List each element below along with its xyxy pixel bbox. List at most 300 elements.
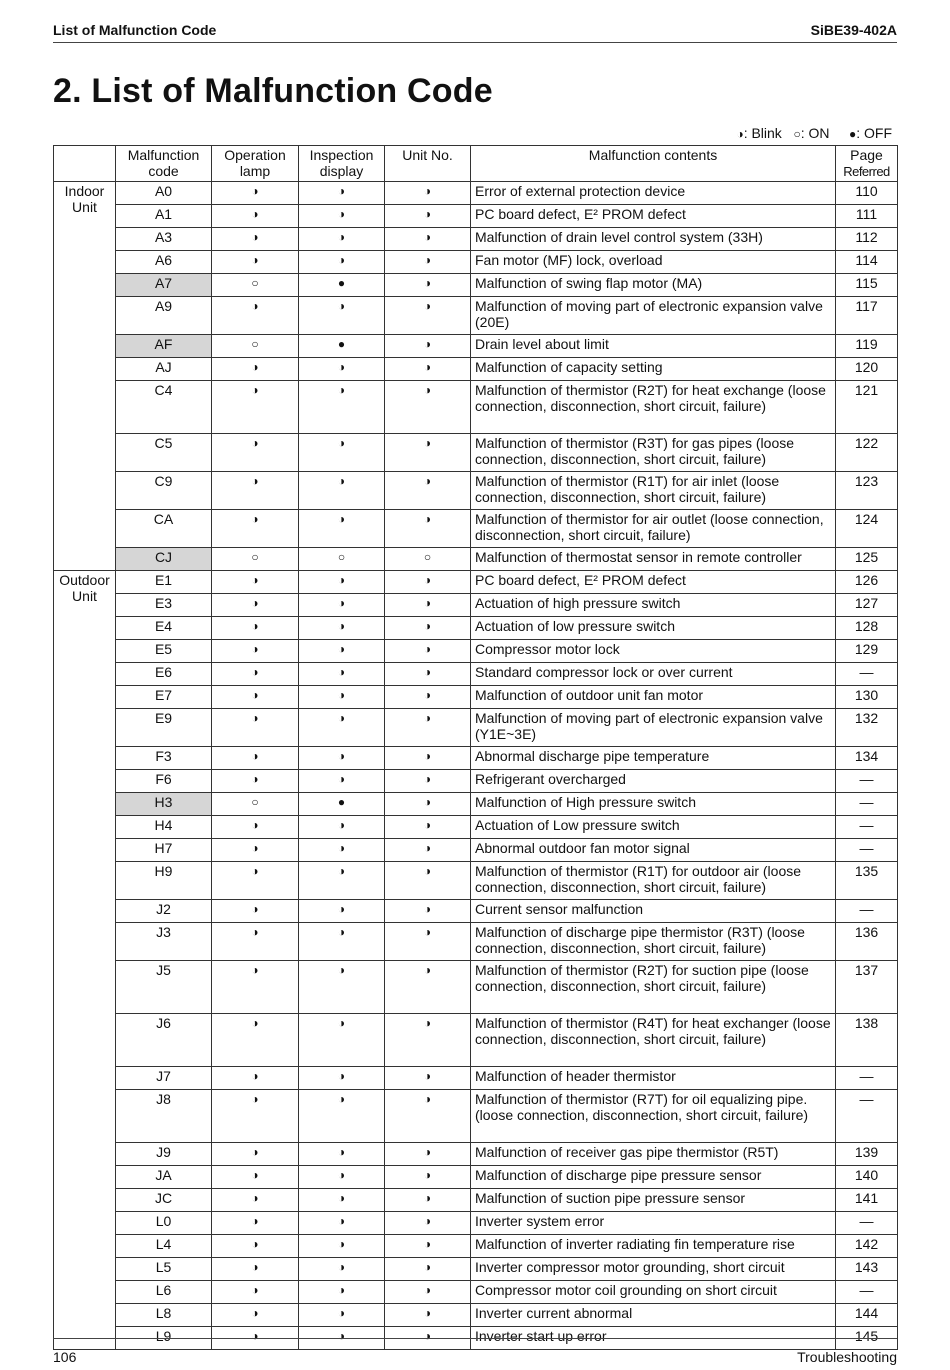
malfunction-code-cell: J7 — [116, 1067, 212, 1090]
malfunction-code-cell: A1 — [116, 205, 212, 228]
operation-lamp-cell: ◑ — [212, 1212, 299, 1235]
inspection-display-cell: ◑ — [299, 839, 385, 862]
page-referred-cell: 139 — [836, 1143, 898, 1166]
unit-no-cell: ◑ — [385, 640, 471, 663]
inspection-display-cell: ◑ — [299, 900, 385, 923]
operation-lamp-cell: ◑ — [212, 686, 299, 709]
page-title: 2. List of Malfunction Code — [53, 72, 493, 110]
table-row — [54, 793, 898, 816]
inspection-display-cell: ◑ — [299, 1189, 385, 1212]
unit-no-cell: ◑ — [385, 274, 471, 297]
unit-no-cell: ◑ — [385, 1067, 471, 1090]
malfunction-contents-cell: Malfunction of header thermistor — [471, 1067, 836, 1090]
operation-lamp-cell: ◑ — [212, 1067, 299, 1090]
malfunction-contents-cell: Malfunction of High pressure switch — [471, 793, 836, 816]
page-referred-cell: — — [836, 1090, 898, 1143]
malfunction-contents-cell: Malfunction of thermistor (R2T) for suction pipe (loose connection, disconnection, short circuit, failure) — [471, 961, 836, 1014]
malfunction-contents-cell: Malfunction of thermistor (R7T) for oil equalizing pipe. (loose connection, disconnection, short circuit, failure) — [471, 1090, 836, 1143]
table-row — [54, 251, 898, 274]
malfunction-contents-cell: Malfunction of drain level control system (33H) — [471, 228, 836, 251]
unit-no-cell: ◑ — [385, 251, 471, 274]
malfunction-contents-cell: Malfunction of discharge pipe pressure sensor — [471, 1166, 836, 1189]
unit-no-cell: ◑ — [385, 381, 471, 434]
operation-lamp-cell: ◑ — [212, 709, 299, 747]
page-referred-cell: 142 — [836, 1235, 898, 1258]
inspection-display-cell: ● — [299, 335, 385, 358]
operation-lamp-cell: ◑ — [212, 640, 299, 663]
inspection-display-cell: ◑ — [299, 1212, 385, 1235]
page-referred-cell: 145 — [836, 1327, 898, 1350]
malfunction-contents-cell: Inverter system error — [471, 1212, 836, 1235]
page-referred-cell: — — [836, 900, 898, 923]
operation-lamp-cell: ◑ — [212, 1327, 299, 1350]
table-row — [54, 1189, 898, 1212]
table-body — [54, 182, 898, 1350]
malfunction-code-cell: E7 — [116, 686, 212, 709]
table-row — [54, 510, 898, 548]
unit-no-cell: ◑ — [385, 923, 471, 961]
table-row — [54, 1166, 898, 1189]
unit-no-cell: ◑ — [385, 709, 471, 747]
inspection-display-cell: ◑ — [299, 1014, 385, 1067]
operation-lamp-cell: ◑ — [212, 205, 299, 228]
page-referred-cell: 123 — [836, 472, 898, 510]
malfunction-code-cell: E4 — [116, 617, 212, 640]
table-header-row — [54, 146, 898, 182]
unit-no-cell: ◑ — [385, 839, 471, 862]
inspection-display-cell: ◑ — [299, 434, 385, 472]
inspection-display-cell: ◑ — [299, 1281, 385, 1304]
malfunction-code-cell: H7 — [116, 839, 212, 862]
unit-no-cell: ◑ — [385, 594, 471, 617]
malfunction-contents-cell: Malfunction of thermostat sensor in remote controller — [471, 548, 836, 571]
table-row — [54, 381, 898, 434]
table-row — [54, 1235, 898, 1258]
table-row — [54, 1281, 898, 1304]
inspection-display-cell: ◑ — [299, 228, 385, 251]
malfunction-contents-cell: Malfunction of swing flap motor (MA) — [471, 274, 836, 297]
footer-section: Troubleshooting — [797, 1349, 897, 1365]
malfunction-contents-cell: Malfunction of suction pipe pressure sensor — [471, 1189, 836, 1212]
operation-lamp-cell: ◑ — [212, 1090, 299, 1143]
operation-lamp-cell: ◑ — [212, 1281, 299, 1304]
page-header — [53, 22, 897, 43]
operation-lamp-cell: ◑ — [212, 1014, 299, 1067]
malfunction-contents-cell: Refrigerant overcharged — [471, 770, 836, 793]
page-referred-cell: 122 — [836, 434, 898, 472]
operation-lamp-cell: ◑ — [212, 594, 299, 617]
malfunction-code-cell: AJ — [116, 358, 212, 381]
operation-lamp-cell: ◑ — [212, 381, 299, 434]
inspection-display-cell: ◑ — [299, 747, 385, 770]
page-referred-cell: 134 — [836, 747, 898, 770]
table-row — [54, 839, 898, 862]
page-referred-cell: — — [836, 663, 898, 686]
page-referred-cell: 125 — [836, 548, 898, 571]
unit-no-cell: ◑ — [385, 510, 471, 548]
operation-lamp-cell: ◑ — [212, 770, 299, 793]
inspection-display-cell: ◑ — [299, 1258, 385, 1281]
operation-lamp-cell: ◑ — [212, 961, 299, 1014]
inspection-display-cell: ◑ — [299, 686, 385, 709]
unit-no-cell: ◑ — [385, 571, 471, 594]
table-row — [54, 335, 898, 358]
operation-lamp-cell: ◑ — [212, 1166, 299, 1189]
on-symbol-icon: ○ — [793, 127, 801, 141]
malfunction-code-cell: C4 — [116, 381, 212, 434]
malfunction-code-cell: A3 — [116, 228, 212, 251]
operation-lamp-cell: ◑ — [212, 862, 299, 900]
page-referred-cell: 121 — [836, 381, 898, 434]
table-row — [54, 686, 898, 709]
operation-lamp-cell: ◑ — [212, 923, 299, 961]
operation-lamp-cell: ◑ — [212, 182, 299, 205]
malfunction-contents-cell: Malfunction of thermistor (R1T) for air inlet (loose connection, disconnection, short circuit, failure) — [471, 472, 836, 510]
table-row — [54, 663, 898, 686]
page-referred-cell: 132 — [836, 709, 898, 747]
malfunction-code-cell: E9 — [116, 709, 212, 747]
operation-lamp-cell: ◑ — [212, 1189, 299, 1212]
unit-no-cell: ◑ — [385, 1014, 471, 1067]
operation-lamp-cell: ◑ — [212, 663, 299, 686]
malfunction-contents-cell: Malfunction of capacity setting — [471, 358, 836, 381]
inspection-display-cell: ◑ — [299, 571, 385, 594]
malfunction-code-cell: CA — [116, 510, 212, 548]
legend-off-label: : OFF — [856, 125, 892, 141]
table-row — [54, 434, 898, 472]
table-row — [54, 1143, 898, 1166]
unit-category-cell: Indoor Unit — [54, 182, 116, 571]
malfunction-code-cell: J2 — [116, 900, 212, 923]
inspection-display-cell: ◑ — [299, 594, 385, 617]
page-referred-header: Page Referred — [836, 146, 898, 182]
inspection-display-cell: ◑ — [299, 182, 385, 205]
page-referred-cell: 138 — [836, 1014, 898, 1067]
operation-lamp-cell: ◑ — [212, 228, 299, 251]
page-referred-cell: — — [836, 816, 898, 839]
unit-no-cell: ◑ — [385, 816, 471, 839]
inspection-display-cell: ◑ — [299, 709, 385, 747]
operation-lamp-cell: ◑ — [212, 1143, 299, 1166]
malfunction-contents-cell: Compressor motor lock — [471, 640, 836, 663]
malfunction-contents-cell: Malfunction of moving part of electronic expansion valve (Y1E~3E) — [471, 709, 836, 747]
malfunction-contents-cell: Actuation of high pressure switch — [471, 594, 836, 617]
unit-no-cell: ○ — [385, 548, 471, 571]
malfunction-contents-cell: Abnormal outdoor fan motor signal — [471, 839, 836, 862]
page-referred-cell: 117 — [836, 297, 898, 335]
unit-no-cell: ◑ — [385, 793, 471, 816]
inspection-display-cell: ◑ — [299, 617, 385, 640]
malfunction-code-cell: H4 — [116, 816, 212, 839]
malfunction-contents-cell: Actuation of low pressure switch — [471, 617, 836, 640]
operation-lamp-cell: ○ — [212, 793, 299, 816]
page-referred-cell: 119 — [836, 335, 898, 358]
table-row — [54, 770, 898, 793]
operation-lamp-cell: ◑ — [212, 1235, 299, 1258]
malfunction-contents-cell: Malfunction of moving part of electronic expansion valve (20E) — [471, 297, 836, 335]
inspection-display-cell: ◑ — [299, 663, 385, 686]
malfunction-code-cell: A0 — [116, 182, 212, 205]
inspection-display-cell: ● — [299, 274, 385, 297]
page-referred-cell: 144 — [836, 1304, 898, 1327]
malfunction-contents-cell: Inverter start up error — [471, 1327, 836, 1350]
malfunction-code-cell: E6 — [116, 663, 212, 686]
table-row — [54, 747, 898, 770]
page-referred-cell: 141 — [836, 1189, 898, 1212]
malfunction-code-cell: H9 — [116, 862, 212, 900]
malfunction-code-cell: JA — [116, 1166, 212, 1189]
inspection-display-cell: ◑ — [299, 251, 385, 274]
unit-no-cell: ◑ — [385, 1166, 471, 1189]
unit-no-cell: ◑ — [385, 747, 471, 770]
malfunction-code-cell: CJ — [116, 548, 212, 571]
category-header — [54, 146, 116, 182]
operation-lamp-cell: ◑ — [212, 472, 299, 510]
unit-no-cell: ◑ — [385, 1235, 471, 1258]
malfunction-contents-cell: Malfunction of discharge pipe thermistor (R3T) (loose connection, disconnection, short circuit, failure) — [471, 923, 836, 961]
table-row — [54, 274, 898, 297]
unit-no-cell: ◑ — [385, 1090, 471, 1143]
inspection-display-cell: ◑ — [299, 961, 385, 1014]
table-row — [54, 571, 898, 594]
contents-header: Malfunction contents — [471, 146, 836, 182]
table-row — [54, 1067, 898, 1090]
page-referred-cell: 126 — [836, 571, 898, 594]
unit-no-cell: ◑ — [385, 228, 471, 251]
malfunction-code-cell: L9 — [116, 1327, 212, 1350]
operation-lamp-header: Operation lamp — [212, 146, 299, 182]
header-section-title: List of Malfunction Code — [53, 22, 217, 38]
table-row — [54, 923, 898, 961]
inspection-display-cell: ◑ — [299, 510, 385, 548]
malfunction-contents-cell: Actuation of Low pressure switch — [471, 816, 836, 839]
page-referred-cell: — — [836, 1212, 898, 1235]
page-referred-cell: 112 — [836, 228, 898, 251]
unit-no-cell: ◑ — [385, 358, 471, 381]
operation-lamp-cell: ◑ — [212, 251, 299, 274]
page-footer — [53, 1338, 897, 1363]
blink-symbol-icon: ◑ — [736, 127, 744, 141]
table-row — [54, 228, 898, 251]
page-referred-cell: 127 — [836, 594, 898, 617]
inspection-display-cell: ◑ — [299, 862, 385, 900]
inspection-display-cell: ◑ — [299, 358, 385, 381]
table-row — [54, 1014, 898, 1067]
inspection-display-cell: ◑ — [299, 640, 385, 663]
footer-page-number: 106 — [53, 1349, 77, 1365]
page-referred-cell: 111 — [836, 205, 898, 228]
malfunction-code-cell: AF — [116, 335, 212, 358]
malfunction-code-cell: H3 — [116, 793, 212, 816]
malfunction-contents-cell: Malfunction of inverter radiating fin temperature rise — [471, 1235, 836, 1258]
unit-no-cell: ◑ — [385, 663, 471, 686]
operation-lamp-cell: ◑ — [212, 297, 299, 335]
legend-on-label: : ON — [800, 125, 830, 141]
unit-no-cell: ◑ — [385, 472, 471, 510]
legend-blink-label: : Blink — [743, 125, 782, 141]
malfunction-contents-cell: Compressor motor coil grounding on short circuit — [471, 1281, 836, 1304]
inspection-display-cell: ◑ — [299, 1067, 385, 1090]
malfunction-contents-cell: Inverter compressor motor grounding, short circuit — [471, 1258, 836, 1281]
off-symbol-icon: ● — [848, 127, 857, 141]
malfunction-code-cell: L0 — [116, 1212, 212, 1235]
page-referred-cell: 140 — [836, 1166, 898, 1189]
malfunction-code-cell: L8 — [116, 1304, 212, 1327]
inspection-display-cell: ◑ — [299, 1327, 385, 1350]
malfunction-contents-cell: Malfunction of thermistor for air outlet (loose connection, disconnection, short circuit, failure) — [471, 510, 836, 548]
table-row — [54, 205, 898, 228]
malfunction-code-cell: E1 — [116, 571, 212, 594]
operation-lamp-cell: ◑ — [212, 510, 299, 548]
page-referred-cell: 136 — [836, 923, 898, 961]
unit-no-cell: ◑ — [385, 1327, 471, 1350]
header-doc-id: SiBE39-402A — [810, 22, 897, 38]
page-referred-cell: — — [836, 770, 898, 793]
table-row — [54, 900, 898, 923]
unit-no-cell: ◑ — [385, 1143, 471, 1166]
operation-lamp-cell: ◑ — [212, 747, 299, 770]
table-row — [54, 1090, 898, 1143]
operation-lamp-cell: ◑ — [212, 358, 299, 381]
malfunction-contents-cell: Malfunction of thermistor (R1T) for outdoor air (loose connection, disconnection, short circuit, failure) — [471, 862, 836, 900]
table-row — [54, 297, 898, 335]
malfunction-code-cell: C5 — [116, 434, 212, 472]
inspection-display-cell: ◑ — [299, 816, 385, 839]
page-referred-cell: 143 — [836, 1258, 898, 1281]
inspection-display-cell: ◑ — [299, 1166, 385, 1189]
unit-no-cell: ◑ — [385, 1189, 471, 1212]
unit-no-cell: ◑ — [385, 1304, 471, 1327]
table-row — [54, 862, 898, 900]
table-row — [54, 961, 898, 1014]
page-referred-cell: 115 — [836, 274, 898, 297]
inspection-display-cell: ◑ — [299, 381, 385, 434]
operation-lamp-cell: ◑ — [212, 434, 299, 472]
malfunction-contents-cell: Error of external protection device — [471, 182, 836, 205]
unit-no-cell: ◑ — [385, 1212, 471, 1235]
page-referred-cell: 110 — [836, 182, 898, 205]
table-row — [54, 709, 898, 747]
unit-no-cell: ◑ — [385, 686, 471, 709]
page-referred-cell: 114 — [836, 251, 898, 274]
malfunction-contents-cell: Inverter current abnormal — [471, 1304, 836, 1327]
malfunction-contents-cell: Fan motor (MF) lock, overload — [471, 251, 836, 274]
unit-no-cell: ◑ — [385, 1281, 471, 1304]
unit-no-cell: ◑ — [385, 1258, 471, 1281]
page-referred-cell: — — [836, 1067, 898, 1090]
unit-no-cell: ◑ — [385, 862, 471, 900]
malfunction-code-cell: J5 — [116, 961, 212, 1014]
operation-lamp-cell: ◑ — [212, 1304, 299, 1327]
operation-lamp-cell: ○ — [212, 548, 299, 571]
table-row — [54, 1212, 898, 1235]
malfunction-contents-cell: Malfunction of receiver gas pipe thermistor (R5T) — [471, 1143, 836, 1166]
malfunction-code-cell: J9 — [116, 1143, 212, 1166]
table-row — [54, 182, 898, 205]
table-row — [54, 617, 898, 640]
operation-lamp-cell: ◑ — [212, 617, 299, 640]
inspection-display-cell: ◑ — [299, 770, 385, 793]
malfunction-code-cell: E5 — [116, 640, 212, 663]
page-referred-cell: 128 — [836, 617, 898, 640]
unit-no-cell: ◑ — [385, 770, 471, 793]
malfunction-contents-cell: Malfunction of thermistor (R3T) for gas pipes (loose connection, disconnection, short circuit, failure) — [471, 434, 836, 472]
malfunction-code-cell: E3 — [116, 594, 212, 617]
malfunction-code-cell: J6 — [116, 1014, 212, 1067]
page-referred-cell: 120 — [836, 358, 898, 381]
inspection-display-cell: ◑ — [299, 297, 385, 335]
inspection-display-cell: ◑ — [299, 1090, 385, 1143]
inspection-display-cell: ◑ — [299, 1143, 385, 1166]
malfunction-code-cell: F6 — [116, 770, 212, 793]
malfunction-code-cell: A6 — [116, 251, 212, 274]
unit-no-cell: ◑ — [385, 961, 471, 1014]
page-referred-cell: — — [836, 793, 898, 816]
unit-no-cell: ◑ — [385, 617, 471, 640]
unit-no-cell: ◑ — [385, 182, 471, 205]
page-referred-cell: 130 — [836, 686, 898, 709]
table-row — [54, 548, 898, 571]
code-header: Malfunction code — [116, 146, 212, 182]
operation-lamp-cell: ◑ — [212, 571, 299, 594]
inspection-display-cell: ◑ — [299, 923, 385, 961]
unit-no-cell: ◑ — [385, 335, 471, 358]
malfunction-contents-cell: PC board defect, E² PROM defect — [471, 571, 836, 594]
operation-lamp-cell: ○ — [212, 335, 299, 358]
malfunction-contents-cell: Malfunction of thermistor (R4T) for heat exchanger (loose connection, disconnection, short circuit, failure) — [471, 1014, 836, 1067]
malfunction-code-cell: C9 — [116, 472, 212, 510]
malfunction-code-cell: L6 — [116, 1281, 212, 1304]
table-row — [54, 1304, 898, 1327]
malfunction-contents-cell: Malfunction of thermistor (R2T) for heat exchange (loose connection, disconnection, short circuit, failure) — [471, 381, 836, 434]
malfunction-code-cell: J8 — [116, 1090, 212, 1143]
malfunction-code-table — [53, 145, 898, 1350]
unit-no-cell: ◑ — [385, 900, 471, 923]
inspection-display-cell: ○ — [299, 548, 385, 571]
malfunction-code-cell: L4 — [116, 1235, 212, 1258]
inspection-display-cell: ◑ — [299, 1235, 385, 1258]
malfunction-contents-cell: PC board defect, E² PROM defect — [471, 205, 836, 228]
table-row — [54, 358, 898, 381]
table-row — [54, 816, 898, 839]
unit-no-cell: ◑ — [385, 297, 471, 335]
malfunction-contents-cell: Standard compressor lock or over current — [471, 663, 836, 686]
operation-lamp-cell: ◑ — [212, 1258, 299, 1281]
malfunction-contents-cell: Drain level about limit — [471, 335, 836, 358]
malfunction-code-cell: F3 — [116, 747, 212, 770]
unit-no-cell: ◑ — [385, 205, 471, 228]
inspection-display-cell: ◑ — [299, 472, 385, 510]
malfunction-code-cell: J3 — [116, 923, 212, 961]
malfunction-code-cell: L5 — [116, 1258, 212, 1281]
malfunction-code-cell: A9 — [116, 297, 212, 335]
unit-no-cell: ◑ — [385, 434, 471, 472]
inspection-display-cell: ◑ — [299, 1304, 385, 1327]
operation-lamp-cell: ◑ — [212, 900, 299, 923]
symbol-legend — [736, 125, 892, 141]
inspection-display-cell: ● — [299, 793, 385, 816]
unit-category-cell: Outdoor Unit — [54, 571, 116, 1350]
page-referred-cell: 137 — [836, 961, 898, 1014]
table-row — [54, 640, 898, 663]
operation-lamp-cell: ○ — [212, 274, 299, 297]
operation-lamp-cell: ◑ — [212, 816, 299, 839]
page-referred-cell: — — [836, 1281, 898, 1304]
unit-no-header: Unit No. — [385, 146, 471, 182]
table-row — [54, 594, 898, 617]
page-referred-cell: 135 — [836, 862, 898, 900]
page-referred-cell: 124 — [836, 510, 898, 548]
